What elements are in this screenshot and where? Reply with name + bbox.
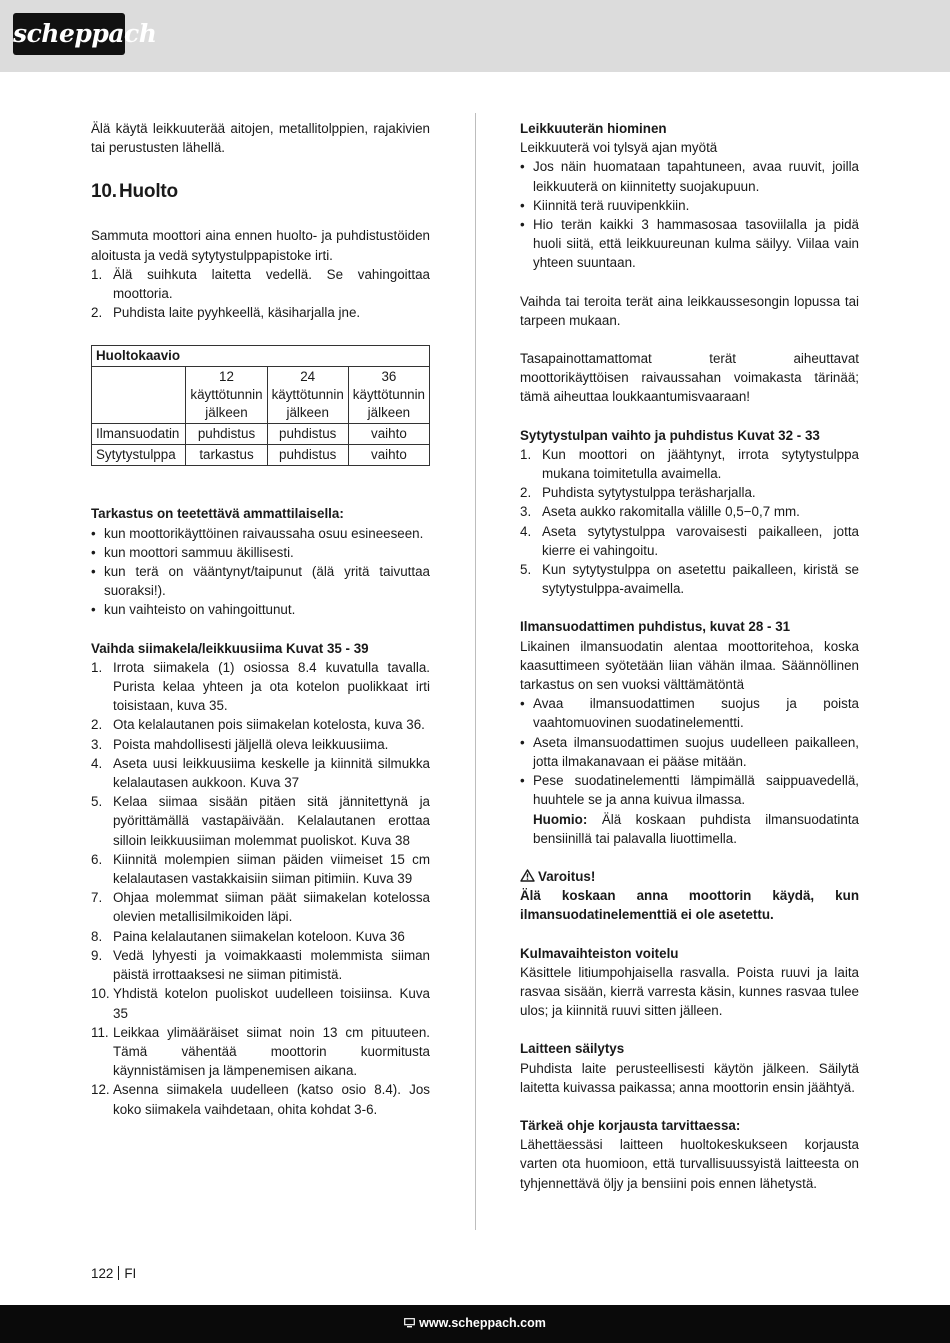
sharpening-intro: Leikkuuterä voi tylsyä ajan myötä bbox=[520, 140, 718, 156]
sharpening-list bbox=[520, 157, 859, 272]
list-item: 7. Ohjaa molemmat siiman päät siimakelan kotelossa olevien metallisilmikoiden läpi. bbox=[91, 890, 430, 925]
list-item: • Kiinnitä terä ruuvipenkkiin. bbox=[520, 197, 690, 213]
list-item: 1. Kun moottori on jäähtynyt, irrota sytytystulppa mukana toimitetulla avaimella. bbox=[520, 446, 859, 482]
maintenance-intro: Sammuta moottori aina ennen huolto- ja puhdistustöiden aloitusta ja vedä sytytystulppapistoke irti. bbox=[91, 228, 430, 263]
language-code: FI bbox=[124, 1266, 137, 1281]
table-row: Sytytystulppa tarkastus puhdistus vaihto bbox=[92, 445, 430, 466]
air-filter-intro: Likainen ilmansuodatin alentaa moottoritehoa, koska kaasuttimeen syötetään liian vähän ilmaa. Säännöllinen tarkastus on sen vuoksi välttämätöntä bbox=[520, 638, 859, 693]
list-item: 1. Älä suihkuta laitetta vedellä. Se vahingoittaa moottoria. bbox=[91, 266, 430, 302]
air-filter-list bbox=[520, 694, 859, 848]
air-filter-heading: Ilmansuodattimen puhdistus, kuvat 28 - 31 bbox=[520, 619, 791, 635]
table-header-36h: 36 käyttötunnin jälkeen bbox=[348, 367, 429, 424]
warning-label: Varoitus! bbox=[538, 868, 596, 884]
line-replacement-steps bbox=[91, 658, 430, 1119]
computer-icon bbox=[404, 1318, 415, 1328]
storage-text: Puhdista laite perusteellisesti käytön jälkeen. Säilytä laitetta kuivassa paikassa; anna moottorin ensin jäähtyä. bbox=[520, 1060, 859, 1095]
gear-lubrication-text: Käsittele litiumpohjaisella rasvalla. Poista ruuvi ja laita rasvaa sisään, kierrä varresta käsin, kunnes rasvaa tulee ulos; ja kiinnitä ruuvi sitten jälleen. bbox=[520, 964, 859, 1019]
note-text: Älä koskaan puhdista ilmansuodatinta bensiinillä tai palavalla liuottimella. bbox=[533, 811, 859, 846]
spark-plug-steps bbox=[520, 445, 859, 599]
sharpening-paragraph: Vaihda tai teroita terät aina leikkaussesongin lopussa tai tarpeen mukaan. bbox=[520, 293, 859, 328]
storage-heading: Laitteen säilytys bbox=[520, 1041, 625, 1057]
list-item: 2. Puhdista sytytystulppa teräsharjalla. bbox=[520, 485, 756, 501]
gear-lubrication-heading: Kulmavaihteiston voitelu bbox=[520, 945, 679, 961]
page-number: 122 FI bbox=[91, 1266, 137, 1281]
column-divider bbox=[475, 113, 476, 1230]
inspection-list bbox=[91, 524, 430, 620]
list-item: 2. Puhdista laite pyyhkeellä, käsiharjalla jne. bbox=[91, 305, 361, 321]
list-item: 11. Leikkaa ylimääräiset siimat noin 13 cm pituuteen. Tämä vähentää moottorin kuormitusta käynnistämisen ja lämpenemisen aikana. bbox=[91, 1024, 430, 1079]
table-row: Ilmansuodatin puhdistus puhdistus vaihto bbox=[92, 424, 430, 445]
line-replacement-heading: Vaihda siimakela/leikkuusiima Kuvat 35 - 39 bbox=[91, 640, 369, 656]
list-item: 4. Aseta sytytystulppa varovaisesti paikalleen, jotta kierre ei vahingoitu. bbox=[520, 523, 859, 558]
list-item: • kun terä on vääntynyt/taipunut (älä yritä taivuttaa suoraksi!). bbox=[91, 564, 430, 599]
maintenance-steps bbox=[91, 265, 430, 323]
list-item: 12. Asenna siimakela uudelleen (katso osio 8.4). Jos koko siimakela vaihdetaan, ohita kohdat 3-6. bbox=[91, 1082, 430, 1117]
section-heading bbox=[91, 180, 430, 204]
intro-paragraph: Älä käytä leikkuuterää aitojen, metallitolppien, rajakivien tai perustusten lähellä. bbox=[91, 121, 430, 156]
right-column bbox=[520, 119, 859, 1193]
list-item: 3. Poista mahdollisesti jäljellä oleva leikkuusiima. bbox=[91, 736, 389, 752]
list-item: 5. Kun sytytystulppa on asetettu paikalleen, kiristä se sytytystulppa-avaimella. bbox=[520, 562, 859, 597]
note-label: Huomio: bbox=[533, 811, 588, 827]
list-item: 4. Aseta uusi leikkuusiima keskelle ja kiinnitä silmukka kelalautasen aukkoon. Kuva 37 bbox=[91, 755, 430, 791]
repair-text: Lähettäessäsi laitteen huoltokeskukseen korjausta varten ota huomioon, että turvallisuussyistä laitteesta on tyhjennettävä öljy ja bensiini pois ennen lähetystä. bbox=[520, 1137, 859, 1191]
spark-plug-heading: Sytytystulpan vaihto ja puhdistus Kuvat 32 - 33 bbox=[520, 427, 820, 443]
repair-heading: Tärkeä ohje korjausta tarvittaessa: bbox=[520, 1117, 741, 1133]
footer-url[interactable]: www.scheppach.com bbox=[0, 1313, 950, 1333]
list-item: • kun moottori sammuu äkillisesti. bbox=[91, 544, 294, 560]
sharpening-heading: Leikkuuterän hiominen bbox=[520, 121, 667, 136]
list-item: • kun vaihteisto on vahingoittunut. bbox=[91, 602, 296, 618]
list-item: • Jos näin huomataan tapahtuneen, avaa ruuvit, joilla leikkuuterä on kiinnitetty suojakupuun. bbox=[520, 159, 859, 194]
list-item: • kun moottorikäyttöinen raivaussaha osuu esineeseen. bbox=[91, 525, 424, 541]
scheppach-logo: scheppach bbox=[13, 13, 125, 55]
list-item: 5. Kelaa siimaa sisään pitäen sitä jännitettynä ja pyörittämällä vastapäivään. Kelalautanen erottaa silloin leikkuusiiman molemmat puoliskot. Kuva 38 bbox=[91, 794, 430, 848]
list-item: • Pese suodatinelementti lämpimällä saippuavedellä, huuhtele se ja anna kuivua ilmassa. Huomio: Älä koskaan puhdista ilmansuodatinta bensiinillä tai palavalla liuottimella. bbox=[520, 773, 859, 846]
list-item: 8. Paina kelalautanen siimakelan koteloon. Kuva 36 bbox=[91, 928, 405, 944]
list-item: 9. Vedä lyhyesti ja voimakkaasti molemmista siiman päistä irrottaaksesi ne siiman pitimistä. bbox=[91, 947, 430, 983]
inspection-heading: Tarkastus on teetettävä ammattilaisella: bbox=[91, 506, 344, 522]
list-item: • Aseta ilmansuodattimen suojus uudelleen paikalleen, jotta ilmakanavaan ei pääse mitään. bbox=[520, 734, 859, 769]
maintenance-schedule-table bbox=[91, 345, 430, 466]
list-item: • Hio terän kaikki 3 hammasosaa tasoviilalla ja pidä huoli siitä, että leikkuureunan kulma säilyy. Viilaa vain yhteen suuntaan. bbox=[520, 217, 859, 271]
left-column bbox=[91, 119, 430, 1119]
table-header-24h: 24 käyttötunnin jälkeen bbox=[267, 367, 348, 424]
balance-warning-paragraph: Tasapainottamattomat terät aiheuttavat moottorikäyttöisen raivaussahan voimakasta tärinää; tämä aiheuttaa loukkaantumisvaaraan! bbox=[520, 351, 859, 405]
list-item: 1. Irrota siimakela (1) osiossa 8.4 kuvatulla tavalla. Purista kelaa yhteen ja ota kotelon puolikkaat irti toisistaan, kuva 35. bbox=[91, 659, 430, 714]
warning-icon bbox=[520, 869, 535, 882]
table-header-12h: 12 käyttötunnin jälkeen bbox=[186, 367, 267, 424]
table-title: Huoltokaavio bbox=[92, 346, 430, 367]
warning-text: Älä koskaan anna moottorin käydä, kun ilmansuodatinelementtiä ei ole asetettu. bbox=[520, 888, 859, 923]
section-title: Huolto bbox=[119, 181, 178, 203]
list-item: 3. Aseta aukko rakomitalla välille 0,5−0,7 mm. bbox=[520, 504, 800, 520]
list-item: 6. Kiinnitä molempien siiman päiden viimeiset 15 cm kelalautasen vastakkaisiin siiman pitimiin. Kuva 39 bbox=[91, 851, 430, 887]
table-corner-cell bbox=[92, 367, 186, 424]
warning-heading bbox=[520, 867, 859, 886]
list-item: • Avaa ilmansuodattimen suojus ja poista vaahtomuovinen suodatinelementti. bbox=[520, 696, 859, 731]
list-item: 10. Yhdistä kotelon puoliskot uudelleen toisiinsa. Kuva 35 bbox=[91, 986, 430, 1021]
list-item: 2. Ota kelalautanen pois siimakelan kotelosta, kuva 36. bbox=[91, 717, 425, 733]
section-number: 10. bbox=[91, 181, 117, 203]
